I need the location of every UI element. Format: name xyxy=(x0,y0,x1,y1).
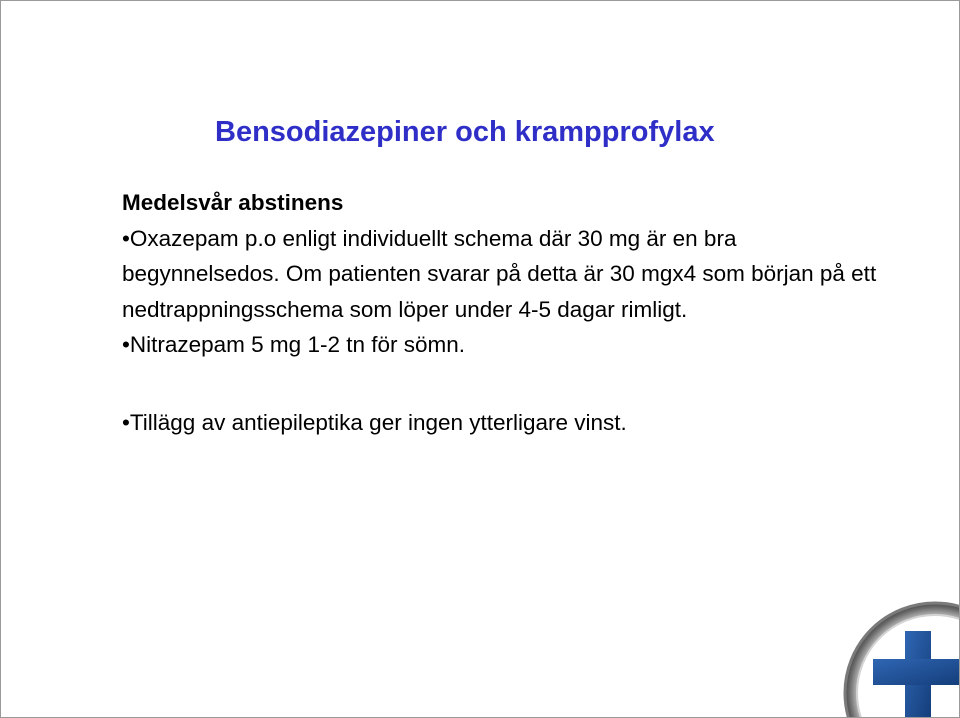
blue-cross-emblem-icon xyxy=(843,601,959,717)
section-heading: Medelsvår abstinens xyxy=(122,190,344,215)
bullet-antiepileptika: •Tillägg av antiepileptika ger ingen ytterligare vinst. xyxy=(122,409,627,435)
bullet-nitrazepam: •Nitrazepam 5 mg 1-2 tn för sömn. xyxy=(122,332,466,357)
slide-title: Bensodiazepiner och krampprofylax xyxy=(215,116,715,148)
spacer xyxy=(122,363,882,405)
slide-body xyxy=(122,185,882,440)
bullet-oxazepam: •Oxazepam p.o enligt individuellt schema där 30 mg är en bra begynnelsedos. Om patienten svarar på detta är 30 mgx4 som början på ett nedtrappningsschema som löper under 4-5 dagar rimligt. xyxy=(122,225,877,322)
